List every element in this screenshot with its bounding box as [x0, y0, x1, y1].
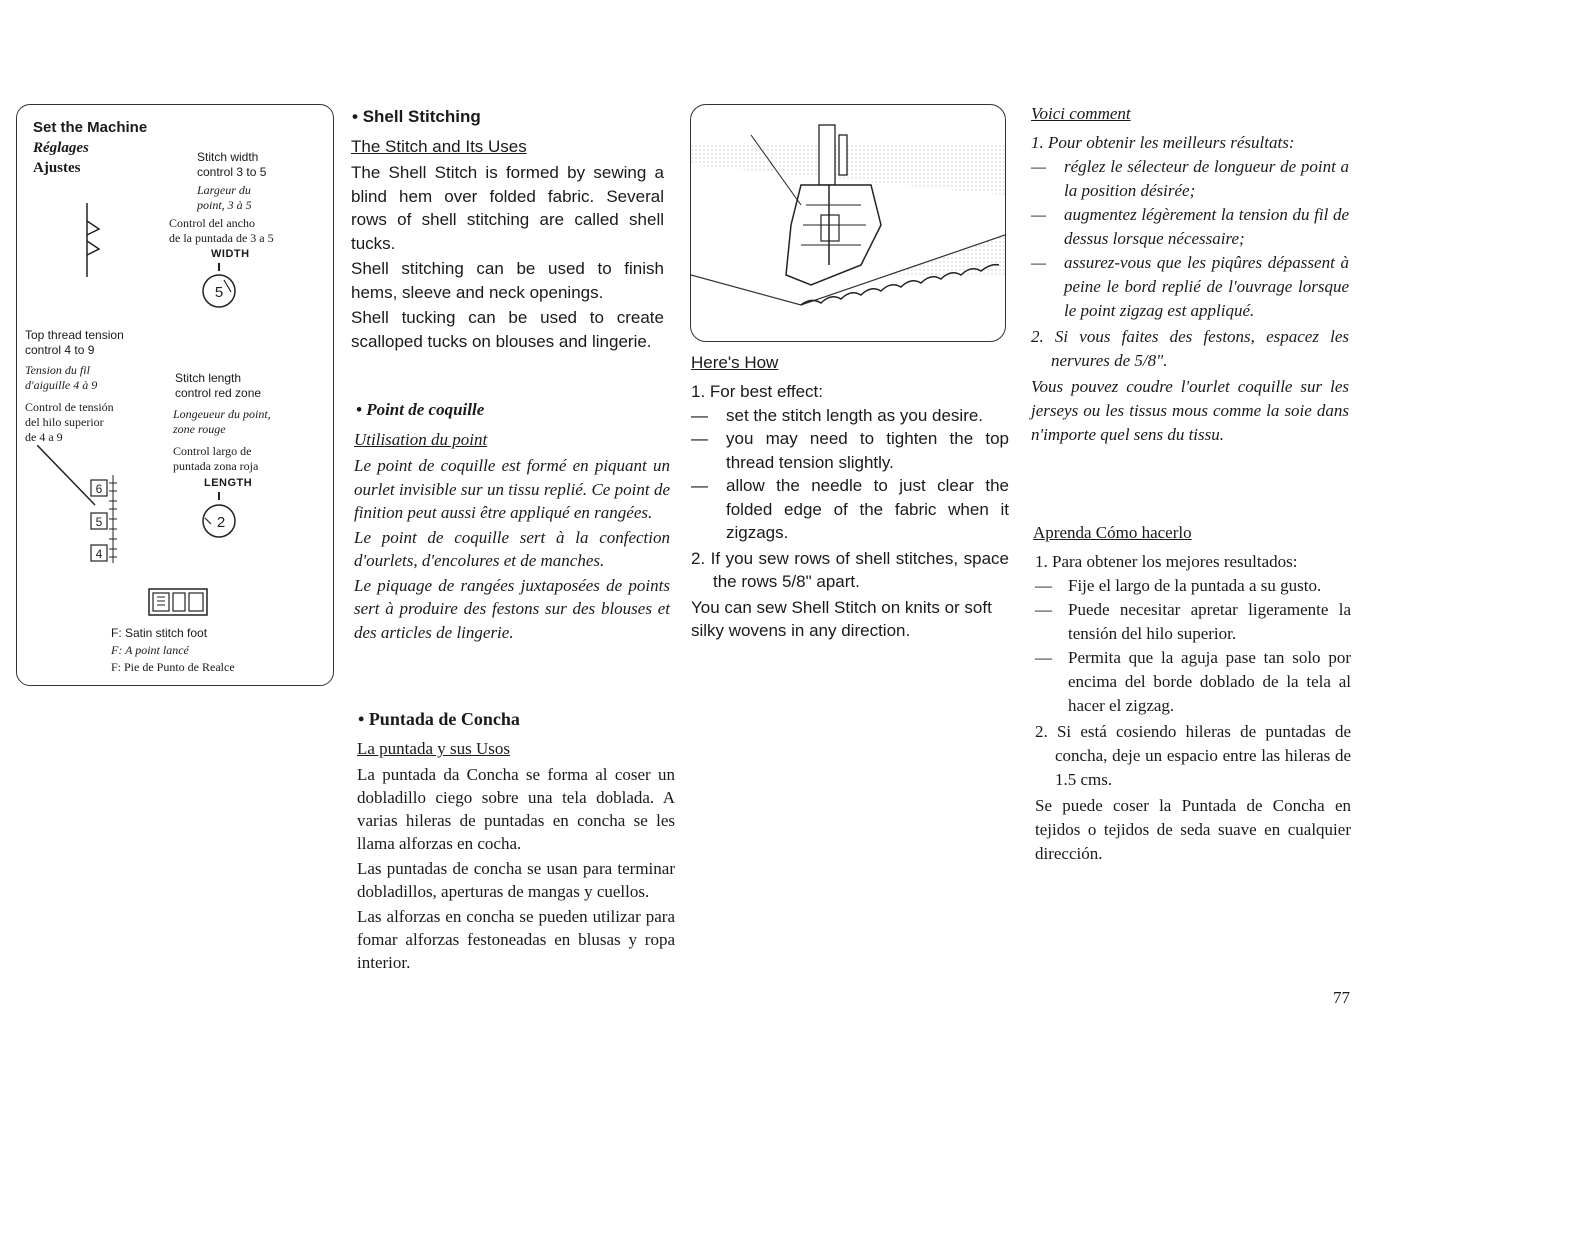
howto-es-dash-item: — Fije el largo de la puntada a su gusto.: [1035, 576, 1322, 595]
howto-fr-dash-item: — réglez le sélecteur de longueur de point a la position désirée;: [1031, 157, 1349, 200]
machine-title: Set the Machine: [33, 119, 148, 136]
machine-title-fr: Réglages: [33, 140, 89, 156]
howto-es-dash-item: — Puede necesitar apretar ligeramente la tensión del hilo superior.: [1035, 600, 1351, 643]
length-dial-icon: [197, 492, 245, 544]
howto-en-item: 1. For best effect:: [691, 382, 823, 401]
width-label-en: Stitch width control 3 to 5: [197, 150, 267, 179]
width-label-es: Control del ancho de la puntada de 3 a 5: [169, 216, 274, 245]
page-number: 77: [1333, 988, 1350, 1007]
howto-es-heading: Aprenda Cómo hacerlo: [1033, 523, 1192, 542]
howto-fr-heading: Voici comment: [1031, 104, 1131, 123]
english-paragraph: The Shell Stitch is formed by sewing a blind hem over folded fabric. Several rows of shell stitching are called shell tucks.: [351, 163, 664, 253]
length-label-en: Stitch length control red zone: [175, 371, 262, 400]
tension-scale-icon: [37, 445, 127, 565]
machine-title-es: Ajustes: [33, 160, 81, 176]
french-heading: • Point de coquille: [356, 400, 485, 419]
tension-label-en: Top thread tension control 4 to 9: [25, 328, 124, 357]
tension-label-es: Control de tensión del hilo superior de 4 a 9: [25, 400, 114, 444]
spanish-body: [357, 763, 675, 974]
width-dial-icon: [198, 263, 246, 315]
french-paragraph: Le point de coquille sert à la confection d'ourlets, d'encolures et de manches.: [354, 527, 670, 570]
howto-fr-dash-item: — assurez-vous que les piqûres dépassent à peine le bord replié de l'ouvrage lorsque le point zigzag est appliqué.: [1031, 253, 1349, 320]
english-subheading: The Stitch and Its Uses: [351, 137, 527, 156]
svg-text:2: 2: [216, 514, 226, 531]
howto-es-note: Se puede coser la Puntada de Concha en tejidos o tejidos de seda suave en cualquier dirección.: [1035, 796, 1351, 863]
english-heading: • Shell Stitching: [352, 107, 481, 126]
howto-en-item: 2. If you sew rows of shell stitches, space the rows 5/8" apart.: [691, 548, 1009, 591]
english-paragraph: Shell tucking can be used to create scalloped tucks on blouses and lingerie.: [351, 308, 664, 351]
spanish-paragraph: Las puntadas de concha se usan para terminar dobladillos, aperturas de mangas y cuellos.: [357, 859, 675, 901]
howto-en-dash-item: — set the stitch length as you desire.: [691, 405, 984, 425]
shell-stitch-illustration: [690, 104, 1006, 342]
spanish-heading: • Puntada de Concha: [358, 709, 520, 729]
howto-en-heading: Here's How: [691, 353, 779, 372]
english-paragraph: Shell stitching can be used to finish hems, sleeve and neck openings.: [351, 259, 664, 302]
french-paragraph: Le point de coquille est formé en piquant un ourlet invisible sur un tissu replié. Ce point de finition peut aussi être appliqué en rangées.: [354, 456, 670, 522]
svg-text:4: 4: [95, 547, 103, 561]
tension-label-fr: Tension du fil d'aiguille 4 à 9: [25, 363, 98, 392]
length-label-fr: Longeueur du point, zone rouge: [173, 407, 271, 436]
howto-es-item: 1. Para obtener los mejores resultados:: [1035, 552, 1298, 571]
howto-es-dash-item: — Permita que la aguja pase tan solo por encima del borde doblado de la tela al hacer el zigzag.: [1035, 648, 1351, 715]
spanish-paragraph: Las alforzas en concha se pueden utilizar para fomar alforzas festoneadas en blusas y ropa interior.: [357, 907, 675, 972]
howto-fr-item: 2. Si vous faites des festons, espacez les nervures de 5/8".: [1031, 327, 1349, 370]
french-subheading: Utilisation du point: [354, 430, 488, 449]
howto-es-body: [1035, 550, 1351, 866]
length-dial-label: LENGTH: [204, 477, 253, 489]
howto-fr-body: [1031, 131, 1349, 447]
french-body: [354, 454, 670, 644]
width-dial-label: WIDTH: [211, 248, 250, 260]
howto-es-item: 2. Si está cosiendo hileras de puntadas de concha, deje un espacio entre las hileras de 1.5 cms.: [1035, 722, 1351, 789]
howto-en-note: You can sew Shell Stitch on knits or soft silky wovens in any direction.: [691, 597, 992, 640]
howto-fr-note: Vous pouvez coudre l'ourlet coquille sur les jerseys ou les tissus mous comme la soie dans n'importe quel sens du tissu.: [1031, 377, 1349, 444]
svg-text:5: 5: [95, 515, 103, 529]
howto-fr-item: 1. Pour obtenir les meilleurs résultats:: [1031, 133, 1295, 152]
width-label-fr: Largeur du point, 3 à 5: [197, 183, 252, 212]
presser-foot-illustration: [691, 105, 1005, 341]
french-paragraph: Le piquage de rangées juxtaposées de points sert à produire des festons sur des blouses et des articles de lingerie.: [354, 575, 670, 642]
foot-label-fr: F: A point lancé: [111, 643, 189, 657]
howto-en-dash-item: — you may need to tighten the top thread tension slightly.: [691, 429, 1009, 472]
svg-text:6: 6: [95, 482, 103, 496]
spanish-subheading: La puntada y sus Usos: [357, 739, 510, 758]
satin-foot-icon: [147, 585, 211, 619]
howto-en-body: [691, 380, 1009, 643]
machine-settings-panel: [16, 104, 334, 686]
tension-symbol-icon: [81, 203, 111, 278]
english-body: [351, 161, 664, 353]
howto-fr-dash-item: — augmentez légèrement la tension du fil de dessus lorsque nécessaire;: [1031, 205, 1349, 248]
howto-en-dash-item: — allow the needle to just clear the folded edge of the fabric when it zigzags.: [691, 476, 1009, 542]
length-label-es: Control largo de puntada zona roja: [173, 444, 259, 473]
foot-label-en: F: Satin stitch foot: [111, 626, 208, 640]
foot-label-es: F: Pie de Punto de Realce: [111, 660, 235, 674]
svg-text:5: 5: [214, 284, 224, 301]
spanish-paragraph: La puntada da Concha se forma al coser un dobladillo ciego sobre una tela doblada. A varias hileras de puntadas en concha se les llama alforzas en cocha.: [357, 765, 675, 853]
